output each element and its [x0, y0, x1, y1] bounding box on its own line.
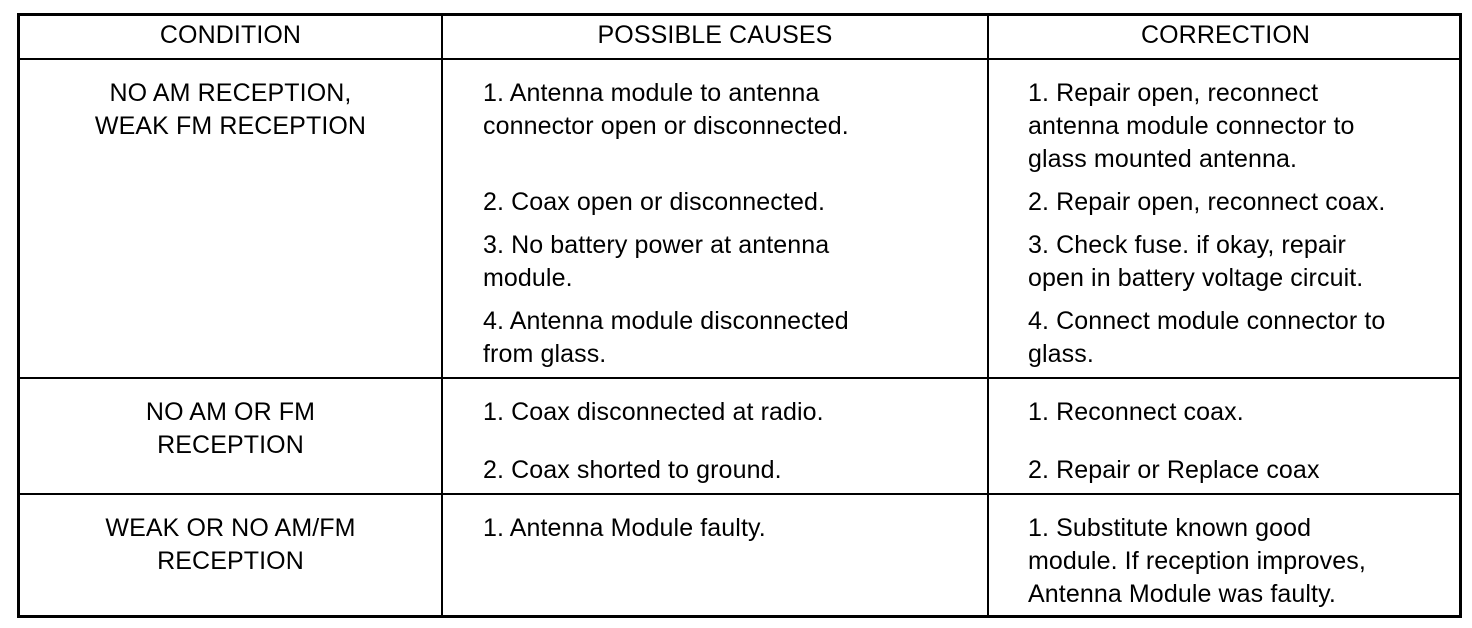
correction-line: 3. Check fuse. if okay, repair	[1028, 231, 1346, 259]
correction-item	[1028, 77, 1355, 176]
correction-item	[1028, 454, 1320, 487]
cause-line: 1. Antenna Module faulty.	[483, 514, 766, 542]
diagnosis-table	[17, 13, 1462, 618]
correction-line: glass mounted antenna.	[1028, 145, 1298, 173]
correction-line: 2. Repair open, reconnect coax.	[1028, 188, 1386, 216]
condition-line: RECEPTION	[157, 431, 304, 459]
condition-cell	[20, 77, 441, 143]
condition-cell	[20, 512, 441, 578]
cause-item	[483, 305, 849, 371]
cause-line: 1. Antenna module to antenna	[483, 79, 820, 107]
correction-line: glass.	[1028, 340, 1094, 368]
correction-line: 1. Reconnect coax.	[1028, 398, 1244, 426]
header-possible-causes: POSSIBLE CAUSES	[597, 21, 833, 49]
correction-item	[1028, 305, 1385, 371]
correction-line: antenna module connector to	[1028, 112, 1355, 140]
cause-line: 2. Coax shorted to ground.	[483, 456, 782, 484]
correction-item	[1028, 186, 1385, 219]
cause-line: 1. Coax disconnected at radio.	[483, 398, 824, 426]
cause-item	[483, 229, 829, 295]
header-condition: CONDITION	[159, 21, 302, 49]
row-divider	[20, 493, 1459, 495]
cause-line: 4. Antenna module disconnected	[483, 307, 849, 335]
header-divider	[20, 58, 1459, 60]
correction-line: module. If reception improves,	[1028, 547, 1366, 575]
cause-item	[483, 512, 766, 545]
correction-item	[1028, 512, 1366, 611]
correction-line: 1. Repair open, reconnect	[1028, 79, 1319, 107]
cause-line: from glass.	[483, 340, 607, 368]
cause-line: 3. No battery power at antenna	[483, 231, 830, 259]
cause-item	[483, 77, 849, 143]
condition-line: WEAK OR NO AM/FM	[105, 514, 356, 542]
condition-line: NO AM RECEPTION,	[109, 79, 352, 107]
condition-line: WEAK FM RECEPTION	[94, 112, 367, 140]
correction-line: open in battery voltage circuit.	[1028, 264, 1364, 292]
row-divider	[20, 377, 1459, 379]
cause-item	[483, 186, 825, 219]
condition-cell	[20, 396, 441, 462]
condition-line: RECEPTION	[157, 547, 304, 575]
condition-line: NO AM OR FM	[145, 398, 316, 426]
cause-line: 2. Coax open or disconnected.	[483, 188, 826, 216]
cause-line: connector open or disconnected.	[483, 112, 849, 140]
cause-line: module.	[483, 264, 573, 292]
cause-item	[483, 396, 824, 429]
cause-item	[483, 454, 782, 487]
correction-line: 2. Repair or Replace coax	[1028, 456, 1320, 484]
column-divider	[441, 16, 443, 615]
correction-line: 1. Substitute known good	[1028, 514, 1312, 542]
correction-line: Antenna Module was faulty.	[1028, 580, 1336, 608]
correction-item	[1028, 396, 1244, 429]
correction-line: 4. Connect module connector to	[1028, 307, 1386, 335]
header-correction: CORRECTION	[1140, 21, 1311, 49]
correction-item	[1028, 229, 1363, 295]
column-divider	[987, 16, 989, 615]
